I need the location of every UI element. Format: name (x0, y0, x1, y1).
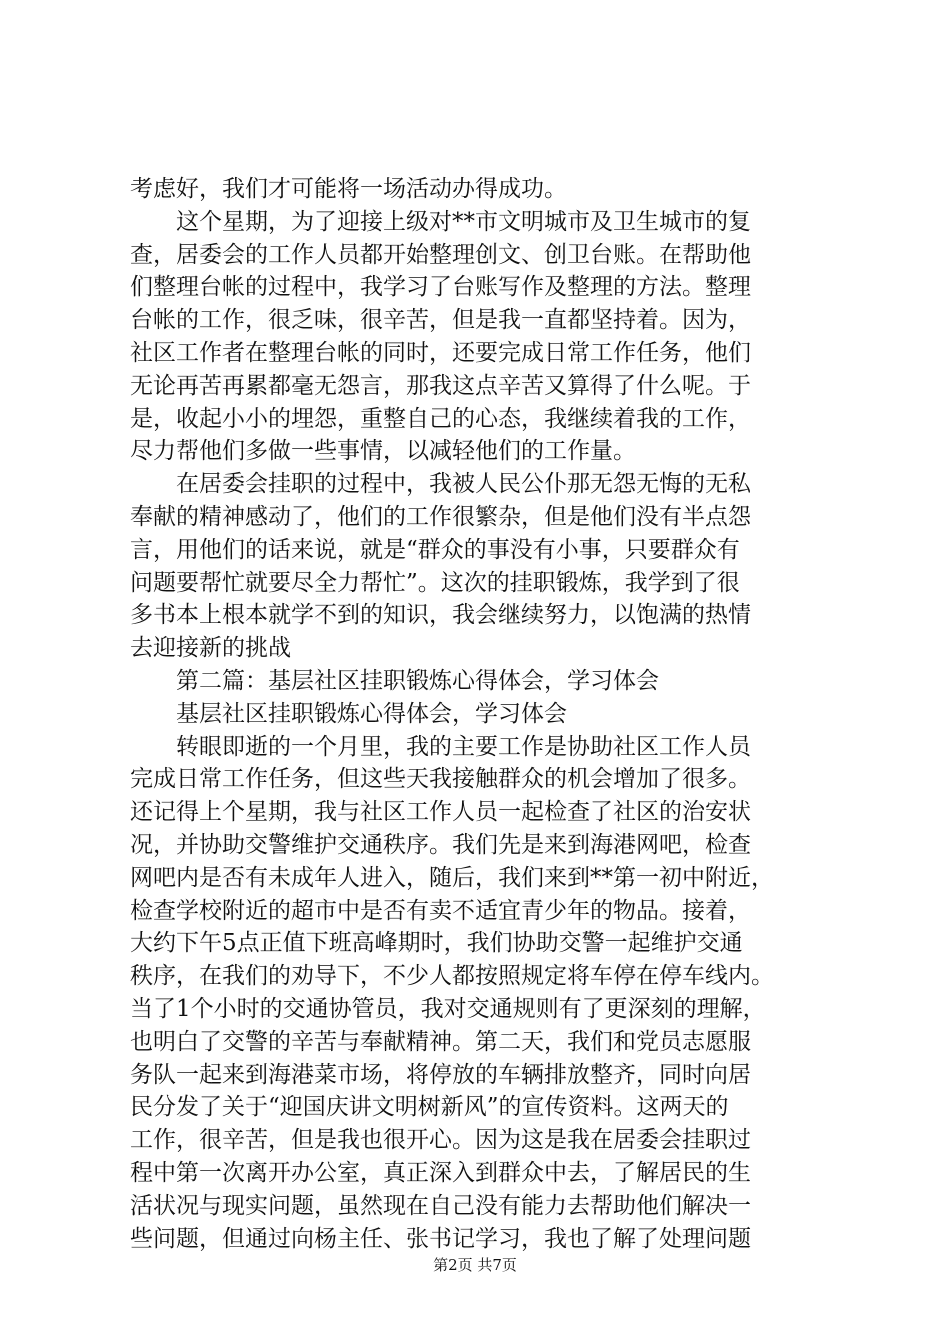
text-line: 们整理台帐的过程中，我学习了台账写作及整理的方法。整理 (130, 274, 751, 301)
text-line: 考虑好，我们才可能将一场活动办得成功。 (130, 176, 567, 202)
text-line: 多书本上根本就学不到的知识，我会继续努力，以饱满的热情 (130, 602, 751, 629)
document-body (130, 173, 830, 1255)
paragraph (130, 173, 830, 206)
text-line: 去迎接新的挑战 (130, 635, 291, 662)
text-line: 言，用他们的话来说，就是“群众的事没有小事，只要群众有 (130, 536, 740, 563)
text-line: 网吧内是否有未成年人进入，随后，我们来到**第一初中附近， (130, 864, 774, 891)
text-line: 基层社区挂职锻炼心得体会，学习体会 (176, 700, 567, 727)
text-line: 查，居委会的工作人员都开始整理创文、创卫台账。在帮助他 (130, 241, 751, 268)
paragraph (130, 468, 830, 665)
text-line: 尽力帮他们多做一些事情，以减轻他们的工作量。 (130, 438, 636, 465)
paragraph (130, 665, 830, 698)
text-line: 当了1个小时的交通协管员，我对交通规则有了更深刻的理解， (130, 995, 766, 1022)
paragraph (130, 698, 830, 731)
text-line: 台帐的工作，很乏味，很辛苦，但是我一直都坚持着。因为， (130, 307, 751, 334)
text-line: 大约下午5点正值下班高峰期时，我们协助交警一起维护交通 (130, 930, 743, 957)
text-line: 在居委会挂职的过程中，我被人民公仆那无怨无悔的无私 (176, 471, 751, 498)
text-line: 况，并协助交警维护交通秩序。我们先是来到海港网吧，检查 (130, 831, 751, 858)
text-line: 务队一起来到海港菜市场，将停放的车辆排放整齐，同时向居 (130, 1061, 751, 1088)
text-line: 民分发了关于“迎国庆讲文明树新风”的宣传资料。这两天的 (130, 1094, 729, 1121)
paragraph (130, 731, 830, 1256)
text-line: 程中第一次离开办公室，真正深入到群众中去，了解居民的生 (130, 1159, 751, 1186)
text-line: 秩序，在我们的劝导下，不少人都按照规定将车停在停车线内。 (130, 963, 774, 990)
text-line: 也明白了交警的辛苦与奉献精神。第二天，我们和党员志愿服 (130, 1028, 751, 1055)
text-line: 奉献的精神感动了，他们的工作很繁杂，但是他们没有半点怨 (130, 503, 751, 530)
text-line: 第二篇：基层社区挂职锻炼心得体会，学习体会 (176, 667, 659, 694)
text-line: 问题要帮忙就要尽全力帮忙”。这次的挂职锻炼，我学到了很 (130, 569, 740, 596)
page-footer: 第2页 共7页 (433, 1256, 517, 1274)
text-line: 转眼即逝的一个月里，我的主要工作是协助社区工作人员 (176, 733, 751, 760)
text-line: 还记得上个星期，我与社区工作人员一起检查了社区的治安状 (130, 799, 751, 826)
text-line: 无论再苦再累都毫无怨言，那我这点辛苦又算得了什么呢。于 (130, 372, 751, 399)
paragraph (130, 206, 830, 468)
text-line: 检查学校附近的超市中是否有卖不适宜青少年的物品。接着， (130, 897, 751, 924)
text-line: 是，收起小小的埋怨，重整自己的心态，我继续着我的工作， (130, 405, 751, 432)
text-line: 活状况与现实问题，虽然现在自己没有能力去帮助他们解决一 (130, 1192, 751, 1219)
text-line: 些问题，但通过向杨主任、张书记学习，我也了解了处理问题 (130, 1225, 751, 1252)
text-line: 完成日常工作任务，但这些天我接触群众的机会增加了很多。 (130, 766, 751, 793)
text-line: 这个星期，为了迎接上级对**市文明城市及卫生城市的复 (176, 208, 751, 235)
text-line: 社区工作者在整理台帐的同时，还要完成日常工作任务，他们 (130, 339, 751, 366)
text-line: 工作，很辛苦，但是我也很开心。因为这是我在居委会挂职过 (130, 1127, 751, 1154)
